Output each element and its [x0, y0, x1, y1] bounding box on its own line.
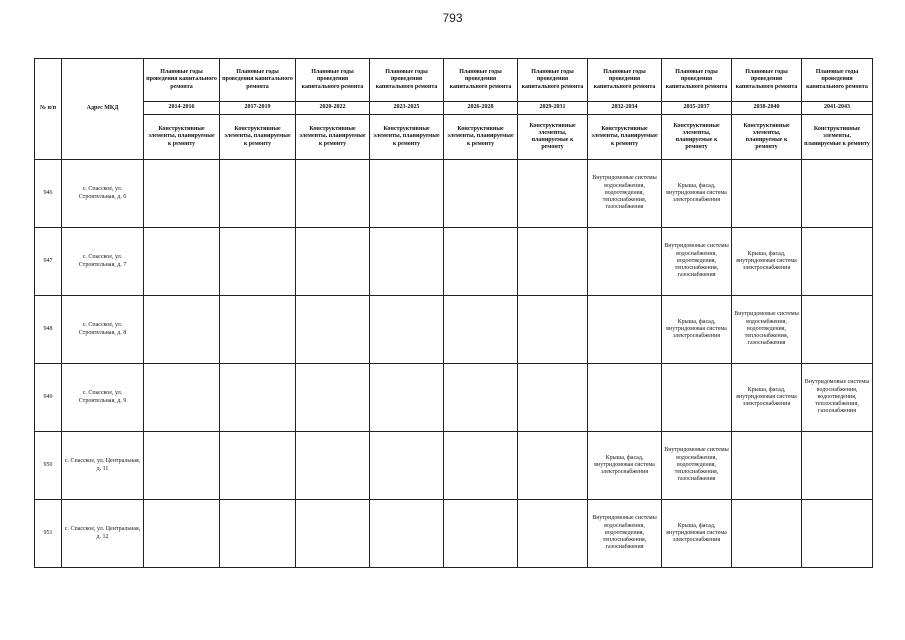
repair-elements-cell: Внутридомовые системы водоснабжения, водоотведения, теплоснабжения, газоснабжения	[662, 228, 732, 296]
element-header: Конструктивные элементы, планируемые к ремонту	[444, 115, 518, 160]
repair-elements-cell	[518, 296, 588, 364]
table-row	[35, 296, 873, 364]
repair-elements-cell: Крыша, фасад, внутридомовая система электроснабжения	[732, 364, 802, 432]
repair-elements-cell	[296, 364, 370, 432]
address-header: Адрес МКД	[62, 59, 144, 160]
repair-elements-cell	[802, 228, 873, 296]
period-header: Плановые годы проведения капитального ремонта	[662, 59, 732, 102]
repair-elements-cell	[588, 228, 662, 296]
repair-elements-cell: Внутридомовые системы водоснабжения, водоотведения, теплоснабжения, газоснабжения	[662, 432, 732, 500]
repair-elements-cell: Крыша, фасад, внутридомовая система электроснабжения	[662, 296, 732, 364]
repair-elements-cell	[444, 228, 518, 296]
period-years: 2035-2037	[662, 102, 732, 115]
repair-elements-cell	[802, 432, 873, 500]
period-years: 2014-2016	[144, 102, 220, 115]
period-header: Плановые годы проведения капитального ремонта	[518, 59, 588, 102]
repair-elements-cell	[732, 500, 802, 568]
repair-elements-cell	[144, 364, 220, 432]
repair-elements-cell	[296, 296, 370, 364]
period-years: 2017-2019	[220, 102, 296, 115]
repair-elements-cell	[518, 500, 588, 568]
repair-elements-cell	[370, 500, 444, 568]
period-header: Плановые годы проведения капитального ремонта	[144, 59, 220, 102]
repair-elements-cell	[588, 364, 662, 432]
repair-elements-cell	[144, 160, 220, 228]
repair-elements-cell	[220, 364, 296, 432]
element-header: Конструктивные элементы, планируемые к ремонту	[370, 115, 444, 160]
header-row-periods	[35, 59, 873, 102]
element-header: Конструктивные элементы, планируемые к ремонту	[662, 115, 732, 160]
period-years: 2020-2022	[296, 102, 370, 115]
repair-elements-cell	[296, 500, 370, 568]
repair-elements-cell	[444, 364, 518, 432]
table-row	[35, 364, 873, 432]
table-row	[35, 228, 873, 296]
period-header: Плановые годы проведения капитального ремонта	[296, 59, 370, 102]
repair-elements-cell	[802, 500, 873, 568]
element-header: Конструктивные элементы, планируемые к ремонту	[518, 115, 588, 160]
repair-elements-cell: Внутридомовые системы водоснабжения, водоотведения, теплоснабжения, газоснабжения	[732, 296, 802, 364]
element-header: Конструктивные элементы, планируемые к ремонту	[732, 115, 802, 160]
element-header: Конструктивные элементы, планируемые к ремонту	[802, 115, 873, 160]
repair-elements-cell	[444, 500, 518, 568]
repair-elements-cell: Крыша, фасад, внутридомовая система электроснабжения	[662, 160, 732, 228]
element-header: Конструктивные элементы, планируемые к ремонту	[296, 115, 370, 160]
repair-elements-cell	[518, 160, 588, 228]
row-number: 949	[35, 364, 62, 432]
row-number: 951	[35, 500, 62, 568]
row-address: с. Спасское, ул. Строительная, д. 6	[62, 160, 144, 228]
repair-elements-cell	[370, 228, 444, 296]
repair-elements-cell	[220, 228, 296, 296]
repair-elements-cell	[732, 432, 802, 500]
table-row	[35, 432, 873, 500]
row-address: с. Спасское, ул. Центральная, д. 12	[62, 500, 144, 568]
period-header: Плановые годы проведения капитального ремонта	[220, 59, 296, 102]
repair-elements-cell	[144, 296, 220, 364]
repair-elements-cell: Внутридомовые системы водоснабжения, водоотведения, теплоснабжения, газоснабжения	[588, 160, 662, 228]
element-header: Конструктивные элементы, планируемые к ремонту	[220, 115, 296, 160]
repair-elements-cell	[370, 296, 444, 364]
period-years: 2041-2043	[802, 102, 873, 115]
repair-elements-cell	[144, 228, 220, 296]
period-years: 2023-2025	[370, 102, 444, 115]
row-number: 946	[35, 160, 62, 228]
repair-elements-cell	[220, 432, 296, 500]
repair-elements-cell	[296, 228, 370, 296]
page-number: 793	[442, 11, 463, 25]
repair-elements-cell	[588, 296, 662, 364]
repair-elements-cell: Внутридомовые системы водоснабжения, водоотведения, теплоснабжения, газоснабжения	[802, 364, 873, 432]
period-header: Плановые годы проведения капитального ремонта	[802, 59, 873, 102]
period-years: 2026-2028	[444, 102, 518, 115]
repair-elements-cell	[518, 364, 588, 432]
repair-elements-cell	[518, 228, 588, 296]
repair-elements-cell	[220, 296, 296, 364]
row-number: 950	[35, 432, 62, 500]
repair-elements-cell	[144, 500, 220, 568]
capital-repair-schedule-table	[34, 58, 873, 568]
repair-elements-cell	[220, 160, 296, 228]
repair-elements-cell	[802, 296, 873, 364]
period-header: Плановые годы проведения капитального ремонта	[444, 59, 518, 102]
period-years: 2038-2040	[732, 102, 802, 115]
repair-elements-cell: Крыша, фасад, внутридомовая система электроснабжения	[662, 500, 732, 568]
repair-elements-cell	[732, 160, 802, 228]
repair-elements-cell	[370, 364, 444, 432]
repair-elements-cell	[370, 160, 444, 228]
row-number: 947	[35, 228, 62, 296]
repair-elements-cell	[296, 160, 370, 228]
row-address: с. Спасское, ул. Центральная, д. 11	[62, 432, 144, 500]
element-header: Конструктивные элементы, планируемые к ремонту	[144, 115, 220, 160]
repair-elements-cell	[220, 500, 296, 568]
repair-elements-cell: Внутридомовые системы водоснабжения, водоотведения, теплоснабжения, газоснабжения	[588, 500, 662, 568]
repair-elements-cell	[802, 160, 873, 228]
repair-elements-cell	[444, 160, 518, 228]
period-years: 2032-2034	[588, 102, 662, 115]
period-years: 2029-2031	[518, 102, 588, 115]
period-header: Плановые годы проведения капитального ремонта	[370, 59, 444, 102]
repair-elements-cell	[370, 432, 444, 500]
table-row	[35, 500, 873, 568]
repair-elements-cell: Крыша, фасад, внутридомовая система электроснабжения	[588, 432, 662, 500]
element-header: Конструктивные элементы, планируемые к ремонту	[588, 115, 662, 160]
repair-elements-cell: Крыша, фасад, внутридомовая система электроснабжения	[732, 228, 802, 296]
repair-elements-cell	[662, 364, 732, 432]
period-header: Плановые годы проведения капитального ремонта	[732, 59, 802, 102]
repair-elements-cell	[296, 432, 370, 500]
repair-elements-cell	[444, 296, 518, 364]
row-address: с. Спасское, ул. Строительная, д. 7	[62, 228, 144, 296]
table-body	[35, 59, 873, 568]
row-address: с. Спасское, ул. Строительная, д. 8	[62, 296, 144, 364]
row-address: с. Спасское, ул. Строительная, д. 9	[62, 364, 144, 432]
repair-elements-cell	[444, 432, 518, 500]
header-row-elements	[35, 115, 873, 160]
period-header: Плановые годы проведения капитального ремонта	[588, 59, 662, 102]
num-header: № п/п	[35, 59, 62, 160]
row-number: 948	[35, 296, 62, 364]
repair-elements-cell	[518, 432, 588, 500]
header-row-years	[35, 102, 873, 115]
table-row	[35, 160, 873, 228]
repair-elements-cell	[144, 432, 220, 500]
